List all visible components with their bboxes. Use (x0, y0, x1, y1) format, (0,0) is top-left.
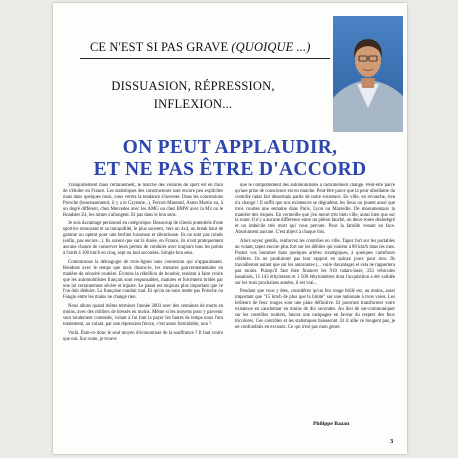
author-signature: Philippe Bazan (313, 421, 350, 427)
paragraph: que le comportement des automobilistes a radicalement changé. Peut-être parce qu'une prise de conscience est en marche. Peut-être parce que la peur obsédante du contrôle radar fait désormais partie de notre existence. En ville, en revanche, rien n'a changé ! Il suffit que nos existences se dégradent, les lieux ou jouent aussi que trois courtes une semaine dans Paris, Lyon ou Marseille. De monumentaux la manière des risques. En vermeille que j'en meurt très bien ville, aussi bien que sur la route. Il n'y a aucune différence entre un piéton fauché, un deux-roues désintégré et un imbécile très mort qui vous percute. Pour la famille venant en face. Absolument aucune. C'est abject à chaque fois. (235, 183, 395, 236)
article-column-right (235, 183, 395, 419)
subhead-line-1: DISSUASION, RÉPRESSION, (111, 79, 275, 93)
magazine-page (53, 3, 407, 454)
header-rule (80, 58, 330, 59)
paragraph: Tranquillement mais certainement, le marché des voitures de sport est en train de s'étioler en France. Les statistiques des constructeurs sont encore peu explicites mais dans quelques mois, vous verrez la tendance s'inverser. Dans les concessions Porsche (heureusement), il y a le Cayenne...), Ferrari-Maserati, Aston Martin ou, à un degré différent, chez Mercedes avec les AMG ou chez BMW avec la M3 ou le Roadster Z4, les mines s'allongent. Et pas dans le bon sens. (63, 183, 223, 218)
author-portrait-photo (333, 16, 403, 132)
headline-line-2: ET NE PAS ÊTRE D'ACCORD (93, 159, 367, 180)
paragraph: Contournons la démagogie de trois-lignes sans connexion qui n'apparaissent. Rendons avec le temps que mais disons-le, les mesures gouvernementales en matière de sécurité routière. Évitons la rébellion de boudoir, tendant à faire croire que les automobilistes français sont responsables, matures et forcément bridés par une loi certainement sévère et injuste. Le passé est toujours plus important que ce l'on doit déduire. La française conduit mal. Et qu'on ne nous mette pas Porsche ou Fangio entre les mains ne change rien. (63, 259, 223, 301)
page-number: 3 (390, 438, 394, 445)
article-body (63, 183, 397, 445)
article-column-left (63, 183, 223, 445)
headline (53, 137, 407, 181)
paragraph: Pendant que vous y êtes, considérez qu'un feu rouge brûlé est, au moins, aussi important que "15 km/h de plus que la limite" sur une nationale à trois voies. Les brûleurs de feux rouges sont une plaie définitive. Et pourront transformer votre existence en cauchemar en moins de dix secondes. Au lieu de sur-communiquer sur les contrôles routiers, lancez une campagne en faveur du respect des feux tricolores. Ces contrôles et les statistiques baisseront. Et il allie ce bougent pas, je ne confondrais en excusez. Ce qui n'est pas mon genre. (235, 289, 395, 330)
paragraph: Je suis davantage personnel en catégorique. Beaucoup de clients potentiels d'une sportive renoncent et sa tranquillité, le plus souvent, vers un 4x4, un break haut de gamme ou optent pour une berline luxueuse et silencieuse. Ils ne sont pas ruinés (enfin, pas encore...). Ils savent que sur la durée, en France, ils n'ont pratiquement aucune chance de conserver leurs permis de conduire avec toujours tous les points à l'arrêt à 100 km/h en cinq, sept ou huit secondes. Simple bon sens. (63, 221, 223, 256)
paragraph: Alors soyez gentils, renforcez les contrôles en ville. Tapez fort sur les portables au volant, tapez encore plus fort sur les débiles qui roulent à 80 km/h dans les rues. Postez vos hommes dans quelques artères stratégiques, à quelques carrefours célèbres. Ils ne produiront pas leur rapport en quinze jours pour rien. Ils travailleront autant que sur les autoroutes (... voire davantage) et cela ne rapportera pas moins. Puisqu'il faut bien financer les 910 radars-laser, 333 véhicules banalisés, 15 143 éthylotests et 1 500 éthylomètres dont l'acquisition a été validée sur les trois prochaines années, il est vrai... (235, 239, 395, 286)
subhead-line-2: INFLEXION... (153, 97, 233, 111)
kicker-emphasis: (QUOIQUE ...) (231, 40, 311, 54)
kicker-title: CE N'EST SI PAS GRAVE (QUOIQUE ...) (90, 40, 311, 54)
headline-line-1: ON PEUT APPLAUDIR, (122, 137, 338, 158)
paragraph: Voilà. Était-ce donc le seul moyen d'économiser de la souffrance ? Il faut croire que oui. Sur route, je trouve (63, 330, 223, 342)
paragraph: Nous allons quand même terminer l'année 2003 avec des centaines de morts en moins, avec des milliers de blessés en moins. Même si les moyens pour y parvenir sont totalement contestés, volant à l'ai font la payer les fautes de temps nous l'ont totalement, au volant, par une répression féroce, c'est assez formidable, non ? (63, 304, 223, 327)
